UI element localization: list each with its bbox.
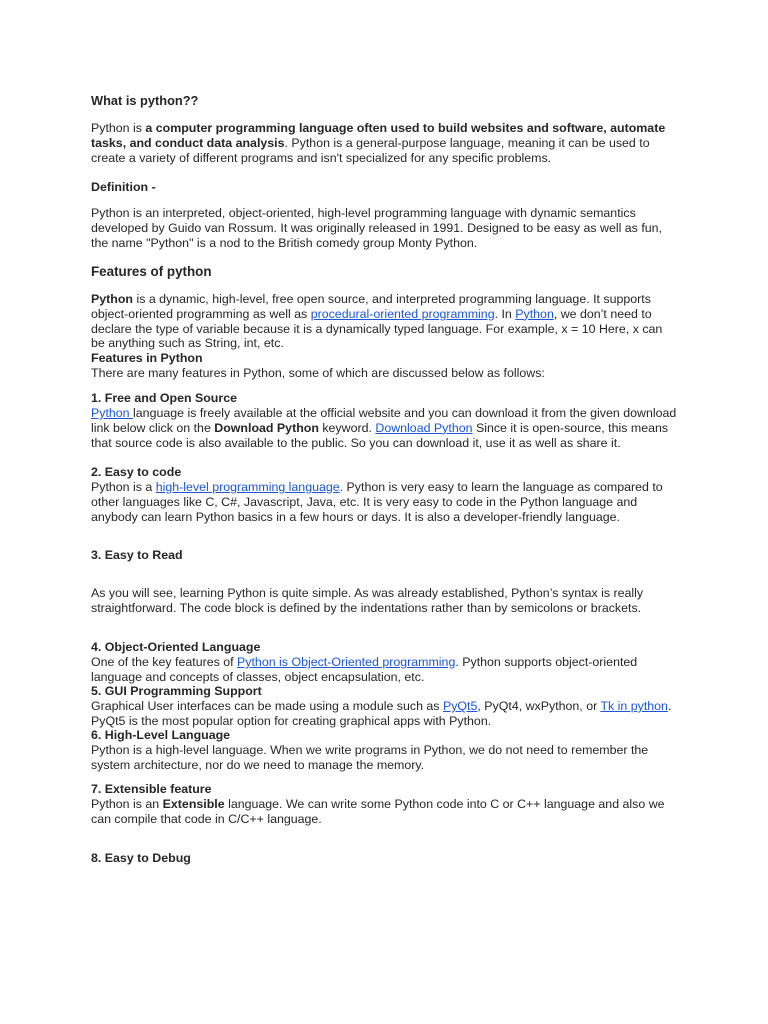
features-paragraph — [91, 292, 677, 351]
tk-in-python-link[interactable]: Tk in python — [600, 699, 668, 713]
feature-5-text-1: Graphical User interfaces can be made using a module such as — [91, 699, 443, 713]
feature-4-text-2: . Python supports object-oriented language and concepts of classes, object encapsulation, etc. — [91, 655, 638, 684]
feature-4-text-1: One of the key features of — [91, 655, 238, 669]
feature-1-text-1: language is freely available at the official website and you can download it from the given download link below click on the — [91, 406, 677, 435]
download-python-link[interactable]: Download Python — [375, 420, 473, 435]
feature-4-paragraph — [91, 655, 677, 685]
feature-5-text-2: , PyQt4, wxPython, or — [477, 699, 601, 713]
feature-2-paragraph — [91, 480, 677, 524]
feature-4-heading: 4. Object-Oriented Language — [91, 640, 261, 654]
feature-1-heading: 1. Free and Open Source — [91, 391, 237, 405]
feature-2-heading: 2. Easy to code — [91, 465, 182, 479]
feature-1-text-2: keyword. — [318, 420, 376, 435]
feature-6-heading: 6. High-Level Language — [91, 728, 231, 742]
feature-3-paragraph: As you will see, learning Python is quite simple. As was already established, Python’s syntax is really straightforward. The code block is defined by the indentations rather than by semicolons or brackets. — [91, 586, 644, 615]
features-text-3: , we don’t need to declare the type of variable because it is a dynamically typed language. For example, x = 10 Here, x can be anything such as String, int, etc. — [91, 306, 663, 351]
intro-text-end: . Python is a general-purpose language, meaning it can be used to create a variety of different programs and isn't specialized for any specific problems. — [91, 135, 650, 165]
feature-1-text-3: Since it is open-source, this means that source code is also available to the public. So you can download it, use it as well as share it. — [91, 420, 669, 450]
feature-3-heading: 3. Easy to Read — [91, 548, 183, 562]
definition-paragraph: Python is an interpreted, object-oriented, high-level programming language with dynamic semantics developed by Guido van Rossum. It was originally released in 1991. Designed to be easy as well as fun, the name "Python" is a nod to the British comedy group Monty Python. — [91, 206, 662, 250]
feature-7-text-2: language. We can write some Python code into C or C++ language and also we can compile that code in C/C++ language. — [91, 797, 665, 826]
feature-7-paragraph — [91, 797, 677, 827]
feature-6-paragraph: Python is a high-level language. When we write programs in Python, we do not need to remember the system architecture, nor do we need to manage the memory. — [91, 743, 649, 772]
intro-text-start: Python is — [91, 121, 146, 135]
feature-1-paragraph — [91, 406, 677, 450]
feature-7-text-1: Python is an — [91, 797, 163, 811]
feature-5-paragraph — [91, 699, 677, 729]
extensible-bold: Extensible — [162, 797, 225, 811]
intro-bold-text: a computer programming language often used to build websites and software, automate tasks, and conduct data analysis — [91, 121, 666, 150]
intro-paragraph — [91, 121, 677, 165]
features-text-2: . In — [494, 306, 516, 321]
feature-2-text-1: Python is a — [91, 480, 156, 494]
feature-8-heading: 8. Easy to Debug — [91, 851, 191, 865]
procedural-programming-link[interactable]: procedural-oriented programming — [310, 306, 495, 321]
feature-2-text-2: . Python is very easy to learn the language as compared to other languages like C, C#, Javascript, Java, etc. It is very easy to code in the Python language and anybody can learn Python basics in a few hours or days. It is also a developer-friendly language. — [91, 480, 663, 524]
features-heading: Features of python — [91, 264, 212, 279]
python-link[interactable]: Python — [515, 306, 554, 321]
page-title: What is python?? — [91, 93, 199, 108]
high-level-language-link[interactable]: high-level programming language — [155, 480, 340, 494]
definition-heading: Definition - — [91, 180, 156, 194]
features-text-1: is a dynamic, high-level, free open source, and interpreted programming language. It supports object-oriented programming as well as — [91, 292, 651, 321]
features-in-python-heading: Features in Python — [91, 351, 203, 365]
python-official-link[interactable]: Python — [91, 406, 134, 420]
features-in-python-text: There are many features in Python, some of which are discussed below as follows: — [91, 366, 545, 380]
feature-5-text-3: . PyQt5 is the most popular option for creating graphical apps with Python. — [91, 699, 672, 728]
download-python-bold: Download Python — [214, 420, 319, 435]
pyqt5-link[interactable]: PyQt5 — [442, 699, 478, 713]
feature-5-heading: 5. GUI Programming Support — [91, 684, 262, 698]
object-oriented-link[interactable]: Python is Object-Oriented programming — [237, 655, 456, 669]
python-bold: Python — [91, 292, 133, 306]
feature-7-heading: 7. Extensible feature — [91, 782, 212, 796]
